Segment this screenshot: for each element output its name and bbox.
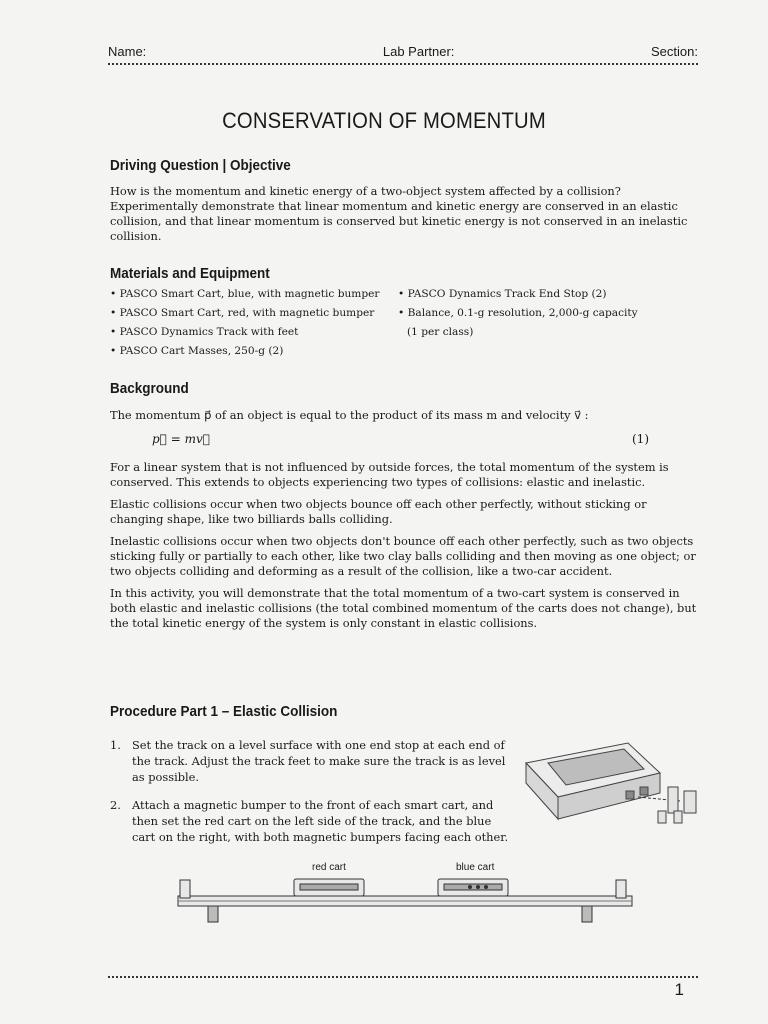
background-paragraph: For a linear system that is not influenced by outside forces, the total momentum of the system is conserved. This extends to objects experiencing two types of collisions: elastic and inelastic.: [110, 460, 669, 489]
momentum-intro: The momentum p⃗ of an object is equal to the product of its mass m and velocity v⃗ :: [110, 408, 589, 422]
objective-text: [110, 184, 698, 244]
step-text: Attach a magnetic bumper to the front of each smart cart, and then set the red cart on the left side of the track, and the blue cart on the right, with both magnetic bumpers facing each other.: [132, 798, 509, 844]
procedure-step: [110, 797, 510, 845]
red-cart-label: red cart: [312, 862, 346, 873]
materials-left-list: [110, 285, 379, 361]
page-number: 1: [674, 980, 684, 999]
procedure-steps: [110, 737, 510, 845]
material-item: • PASCO Cart Masses, 250-g (2): [110, 345, 284, 357]
procedure-step: [110, 737, 510, 785]
materials-right-list: [398, 285, 638, 342]
blue-cart-label: blue cart: [456, 862, 495, 873]
header-divider: [108, 63, 698, 65]
lab-partner-label: Lab Partner:: [382, 44, 455, 59]
background-paragraph: In this activity, you will demonstrate that the total momentum of a two-cart system is conserved in both elastic and inelastic collisions (the total combined momentum of the carts does not change), but the total kinetic energy of the system is only constant in elastic collisions.: [110, 586, 697, 630]
background-paragraph: Elastic collisions occur when two objects bounce off each other perfectly, without sticking or changing shape, like two billiards balls colliding.: [110, 497, 647, 526]
page-title: CONSERVATION OF MOMENTUM: [222, 108, 546, 133]
equation-number: (1): [632, 432, 649, 446]
materials-heading: Materials and Equipment: [110, 265, 270, 282]
section-label: Section:: [651, 44, 698, 59]
background-heading: Background: [110, 380, 189, 397]
step-text: Set the track on a level surface with one end stop at each end of the track. Adjust the track feet to make sure the track is as level as possible.: [132, 738, 506, 784]
background-paragraphs: [110, 460, 698, 631]
smart-cart-illustration: [508, 735, 708, 835]
material-item: (1 per class): [407, 326, 474, 338]
objective-heading: Driving Question | Objective: [110, 157, 291, 174]
material-item: • PASCO Dynamics Track End Stop (2): [398, 288, 607, 300]
step-number: 2.: [110, 798, 121, 812]
material-item: • PASCO Smart Cart, red, with magnetic bumper: [110, 307, 375, 319]
name-label: Name:: [108, 44, 147, 59]
material-item: • PASCO Dynamics Track with feet: [110, 326, 299, 338]
header-row: [108, 44, 698, 59]
material-item: • PASCO Smart Cart, blue, with magnetic bumper: [110, 288, 380, 300]
background-paragraph: Inelastic collisions occur when two objects don't bounce off each other perfectly, such as two objects sticking fully or partially to each other, like two clay balls colliding and then moving as one object; or two objects colliding and deforming as a result of the collision, like a two-car accident.: [110, 534, 696, 578]
footer-divider: [108, 976, 698, 978]
momentum-equation: p⃗ = mv⃗: [152, 432, 210, 446]
material-item: • Balance, 0.1-g resolution, 2,000-g capacity: [398, 307, 638, 319]
track-diagram: [170, 874, 640, 934]
step-number: 1.: [110, 738, 121, 752]
procedure-heading: Procedure Part 1 – Elastic Collision: [110, 703, 338, 720]
background-intro: [110, 408, 698, 423]
objective-paragraph: How is the momentum and kinetic energy of a two-object system affected by a collision? Experimentally demonstrate that linear momentum and kinetic energy are conserved in an elastic collision, and that linear momentum is conserved but kinetic energy is not conserved in an inelastic collision.: [110, 184, 688, 243]
